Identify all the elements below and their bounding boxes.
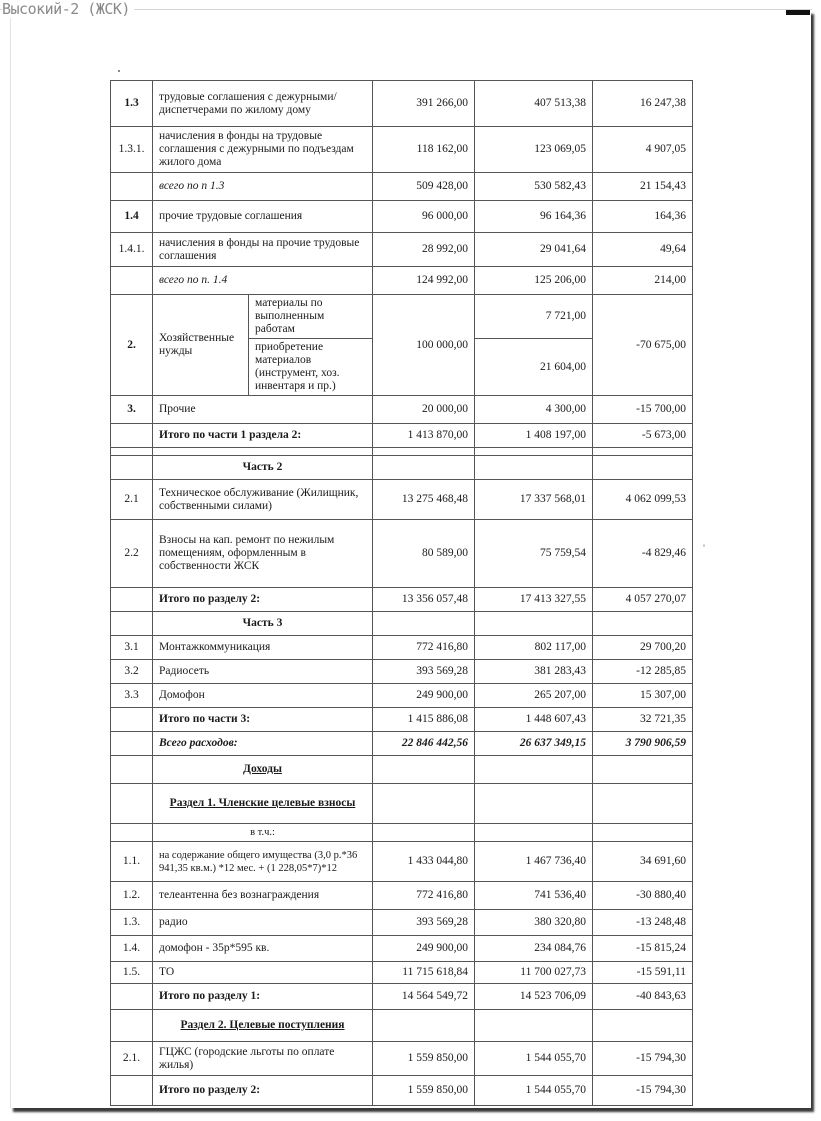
plan-value: 13 275 468,48 bbox=[373, 480, 475, 520]
fact-value: 17 337 568,01 bbox=[475, 480, 593, 520]
fact-value: 29 041,64 bbox=[475, 233, 593, 267]
fact-value: 14 523 706,09 bbox=[475, 984, 593, 1010]
fact-value: 265 207,00 bbox=[475, 684, 593, 708]
table-row bbox=[111, 127, 693, 173]
table-row bbox=[111, 81, 693, 127]
fact-value: 11 700 027,73 bbox=[475, 962, 593, 984]
table-row bbox=[111, 842, 693, 882]
fact-value: 26 637 349,15 bbox=[475, 732, 593, 756]
plan-value: 1 433 044,80 bbox=[373, 842, 475, 882]
row-label: начисления в фонды на прочие трудовые соглашения bbox=[153, 233, 373, 267]
row-label: всего по п. 1.4 bbox=[153, 267, 373, 295]
fact-value: 802 117,00 bbox=[475, 636, 593, 660]
table-row bbox=[111, 233, 693, 267]
table-row bbox=[111, 396, 693, 424]
table-row bbox=[111, 684, 693, 708]
row-label: Итого по разделу 1: bbox=[153, 984, 373, 1010]
table-row bbox=[111, 520, 693, 588]
row-label: Домофон bbox=[153, 684, 373, 708]
row-label: Монтажкоммуникация bbox=[153, 636, 373, 660]
table-row bbox=[111, 882, 693, 910]
plan-value: 14 564 549,72 bbox=[373, 984, 475, 1010]
fact-value: 234 084,76 bbox=[475, 936, 593, 962]
total-row bbox=[111, 1076, 693, 1106]
diff-value: 3 790 906,59 bbox=[593, 732, 693, 756]
section-title: Часть 2 bbox=[153, 456, 373, 480]
total-row bbox=[111, 984, 693, 1010]
table-row bbox=[111, 660, 693, 684]
row-number bbox=[111, 456, 153, 480]
plan-value: 1 415 886,08 bbox=[373, 708, 475, 732]
row-label: Хозяйственные нужды bbox=[153, 295, 249, 396]
row-label: Радиосеть bbox=[153, 660, 373, 684]
diff-value: 32 721,35 bbox=[593, 708, 693, 732]
fact-value: 1 448 607,43 bbox=[475, 708, 593, 732]
diff-value: 4 057 270,07 bbox=[593, 588, 693, 612]
row-label: на содержание общего имущества (3,0 р.*36 941,35 кв.м.) *12 мес. + (1 228,05*7)*12 bbox=[153, 842, 373, 882]
row-number bbox=[111, 784, 153, 824]
plan-value: 393 569,28 bbox=[373, 910, 475, 936]
income-title: Доходы bbox=[243, 763, 282, 775]
row-number: 2.2 bbox=[111, 520, 153, 588]
spacer-row bbox=[111, 448, 693, 456]
row-number: 1.3.1. bbox=[111, 127, 153, 173]
fact-value: 75 759,54 bbox=[475, 520, 593, 588]
plan-value: 80 589,00 bbox=[373, 520, 475, 588]
row-label: Итого по разделу 2: bbox=[153, 1076, 373, 1106]
row-number: 1.2. bbox=[111, 882, 153, 910]
table-row bbox=[111, 480, 693, 520]
fact-value: 381 283,43 bbox=[475, 660, 593, 684]
diff-value: -13 248,48 bbox=[593, 910, 693, 936]
diff-value: -12 285,85 bbox=[593, 660, 693, 684]
subtotal-row bbox=[111, 173, 693, 201]
budget-table bbox=[110, 80, 693, 1106]
diff-value: -15 591,11 bbox=[593, 962, 693, 984]
fact-value: 123 069,05 bbox=[475, 127, 593, 173]
plan-value: 393 569,28 bbox=[373, 660, 475, 684]
scan-mark: ˌ bbox=[702, 533, 706, 547]
row-number: 1.3. bbox=[111, 910, 153, 936]
diff-value: 15 307,00 bbox=[593, 684, 693, 708]
row-label: начисления в фонды на трудовые соглашения с дежурными по подъездам жилого дома bbox=[153, 127, 373, 173]
row-number bbox=[111, 984, 153, 1010]
row-number bbox=[111, 756, 153, 784]
incl-row bbox=[111, 824, 693, 842]
diff-value: 49,64 bbox=[593, 233, 693, 267]
row-label: Всего расходов: bbox=[153, 732, 373, 756]
row-number bbox=[111, 1010, 153, 1042]
row-label: радио bbox=[153, 910, 373, 936]
total-row bbox=[111, 424, 693, 448]
plan-value: 28 992,00 bbox=[373, 233, 475, 267]
row-number bbox=[111, 612, 153, 636]
diff-value: -40 843,63 bbox=[593, 984, 693, 1010]
row-label: ГЦЖС (городские льготы по оплате жилья) bbox=[153, 1042, 373, 1076]
section-header-row bbox=[111, 612, 693, 636]
diff-value: 21 154,43 bbox=[593, 173, 693, 201]
section-header-row bbox=[111, 756, 693, 784]
row-number bbox=[111, 588, 153, 612]
row-label: Итого по разделу 2: bbox=[153, 588, 373, 612]
diff-value: 214,00 bbox=[593, 267, 693, 295]
fact-value: 407 513,38 bbox=[475, 81, 593, 127]
table-row bbox=[111, 1042, 693, 1076]
plan-value: 509 428,00 bbox=[373, 173, 475, 201]
sub-label: материалы по выполненным работам bbox=[249, 295, 373, 339]
plan-value: 391 266,00 bbox=[373, 81, 475, 127]
section-header-row bbox=[111, 456, 693, 480]
diff-value: 4 062 099,53 bbox=[593, 480, 693, 520]
plan-value: 20 000,00 bbox=[373, 396, 475, 424]
fact-value: 1 467 736,40 bbox=[475, 842, 593, 882]
row-number: 2. bbox=[111, 295, 153, 396]
row-number: 1.5. bbox=[111, 962, 153, 984]
row-number bbox=[111, 732, 153, 756]
row-number: 1.4. bbox=[111, 936, 153, 962]
row-label: прочие трудовые соглашения bbox=[153, 201, 373, 233]
row-number: 1.4.1. bbox=[111, 233, 153, 267]
row-label: Итого по части 1 раздела 2: bbox=[153, 424, 373, 448]
section-header-row bbox=[111, 1010, 693, 1042]
row-number bbox=[111, 424, 153, 448]
diff-value: 4 907,05 bbox=[593, 127, 693, 173]
row-number: 1.3 bbox=[111, 81, 153, 127]
scan-speck bbox=[118, 70, 120, 72]
row-number: 1.1. bbox=[111, 842, 153, 882]
table-row bbox=[111, 936, 693, 962]
row-number: 3.2 bbox=[111, 660, 153, 684]
diff-value: -4 829,46 bbox=[593, 520, 693, 588]
row-number bbox=[111, 267, 153, 295]
table-row bbox=[111, 201, 693, 233]
row-label: телеантенна без вознаграждения bbox=[153, 882, 373, 910]
row-label: Прочие bbox=[153, 396, 373, 424]
row-label: всего по п 1.3 bbox=[153, 173, 373, 201]
row-number bbox=[111, 708, 153, 732]
plan-value: 772 416,80 bbox=[373, 882, 475, 910]
row-label: домофон - 35р*595 кв. bbox=[153, 936, 373, 962]
fact-value: 380 320,80 bbox=[475, 910, 593, 936]
fact-value: 4 300,00 bbox=[475, 396, 593, 424]
fact-value: 21 604,00 bbox=[475, 339, 593, 396]
plan-value: 11 715 618,84 bbox=[373, 962, 475, 984]
plan-value: 118 162,00 bbox=[373, 127, 475, 173]
total-row bbox=[111, 588, 693, 612]
fact-value: 17 413 327,55 bbox=[475, 588, 593, 612]
plan-value: 249 900,00 bbox=[373, 684, 475, 708]
diff-value: 16 247,38 bbox=[593, 81, 693, 127]
section-title: Часть 3 bbox=[153, 612, 373, 636]
household-row bbox=[111, 295, 693, 339]
fact-value: 530 582,43 bbox=[475, 173, 593, 201]
row-label: Итого по части 3: bbox=[153, 708, 373, 732]
fact-value: 741 536,40 bbox=[475, 882, 593, 910]
section-title: Раздел 2. Целевые поступления bbox=[180, 1019, 345, 1031]
grand-total-row bbox=[111, 732, 693, 756]
incl-label: в т.ч.: bbox=[153, 824, 373, 842]
row-number bbox=[111, 1076, 153, 1106]
fact-value: 1 544 055,70 bbox=[475, 1042, 593, 1076]
fact-value: 96 164,36 bbox=[475, 201, 593, 233]
row-number bbox=[111, 173, 153, 201]
plan-value: 1 413 870,00 bbox=[373, 424, 475, 448]
row-number: 3.1 bbox=[111, 636, 153, 660]
row-number: 2.1. bbox=[111, 1042, 153, 1076]
diff-value: -30 880,40 bbox=[593, 882, 693, 910]
section-header-row bbox=[111, 784, 693, 824]
plan-value: 124 992,00 bbox=[373, 267, 475, 295]
diff-value: -5 673,00 bbox=[593, 424, 693, 448]
row-number bbox=[111, 824, 153, 842]
plan-value: 100 000,00 bbox=[373, 295, 475, 396]
row-label: Техническое обслуживание (Жилищник, собственными силами) bbox=[153, 480, 373, 520]
diff-value: -15 794,30 bbox=[593, 1042, 693, 1076]
page-corner-mark bbox=[786, 10, 810, 15]
diff-value: -15 700,00 bbox=[593, 396, 693, 424]
row-label: Взносы на кап. ремонт по нежилым помещениям, оформленным в собственности ЖСК bbox=[153, 520, 373, 588]
diff-value: 34 691,60 bbox=[593, 842, 693, 882]
plan-value: 22 846 442,56 bbox=[373, 732, 475, 756]
diff-value: -15 815,24 bbox=[593, 936, 693, 962]
diff-value: 164,36 bbox=[593, 201, 693, 233]
plan-value: 13 356 057,48 bbox=[373, 588, 475, 612]
fact-value: 1 544 055,70 bbox=[475, 1076, 593, 1106]
fact-value: 125 206,00 bbox=[475, 267, 593, 295]
row-number: 2.1 bbox=[111, 480, 153, 520]
table-row bbox=[111, 910, 693, 936]
sub-label: приобретение материалов (инструмент, хоз. инвентаря и пр.) bbox=[249, 339, 373, 396]
plan-value: 1 559 850,00 bbox=[373, 1076, 475, 1106]
row-number: 3. bbox=[111, 396, 153, 424]
row-label: трудовые соглашения с дежурными/диспетчерами по жилому дому bbox=[153, 81, 373, 127]
row-number: 3.3 bbox=[111, 684, 153, 708]
table-row bbox=[111, 962, 693, 984]
fact-value: 1 408 197,00 bbox=[475, 424, 593, 448]
diff-value: -15 794,30 bbox=[593, 1076, 693, 1106]
plan-value: 772 416,80 bbox=[373, 636, 475, 660]
subtotal-row bbox=[111, 267, 693, 295]
table-row bbox=[111, 636, 693, 660]
plan-value: 249 900,00 bbox=[373, 936, 475, 962]
row-label: ТО bbox=[153, 962, 373, 984]
plan-value: 96 000,00 bbox=[373, 201, 475, 233]
window-title: Высокий-2 (ЖСК) bbox=[2, 0, 134, 18]
section-title: Раздел 1. Членские целевые взносы bbox=[169, 797, 356, 809]
diff-value: -70 675,00 bbox=[593, 295, 693, 396]
plan-value: 1 559 850,00 bbox=[373, 1042, 475, 1076]
total-row bbox=[111, 708, 693, 732]
fact-value: 7 721,00 bbox=[475, 295, 593, 339]
row-number: 1.4 bbox=[111, 201, 153, 233]
diff-value: 29 700,20 bbox=[593, 636, 693, 660]
